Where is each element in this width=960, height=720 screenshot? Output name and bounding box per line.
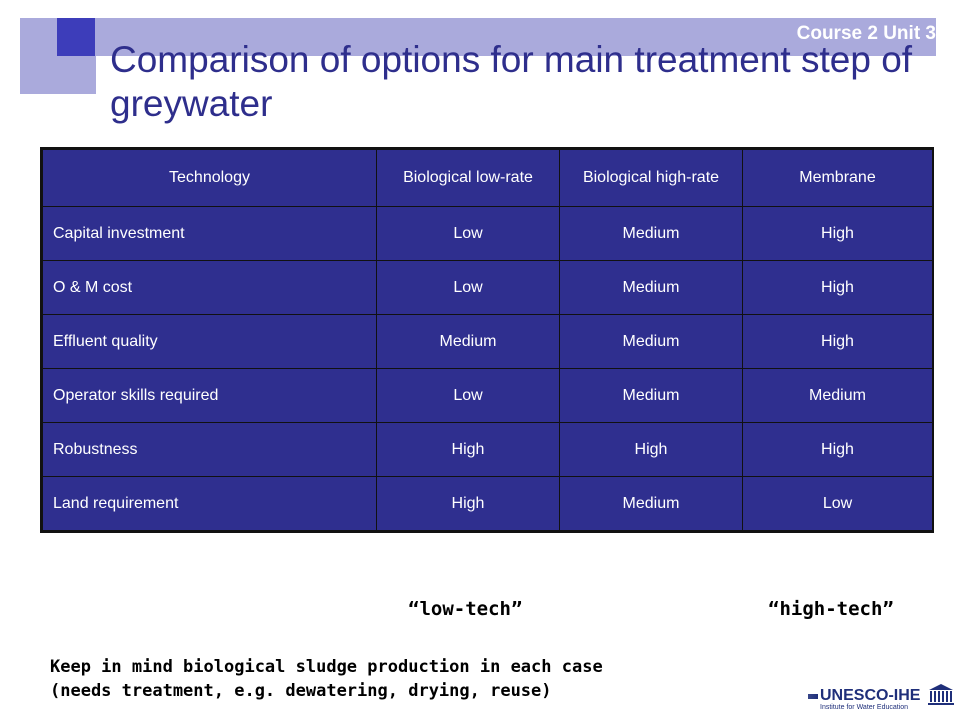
slide-title: Comparison of options for main treatment step of greywater [110, 39, 913, 124]
table-cell: High [743, 423, 933, 477]
column-header: Technology [43, 150, 377, 207]
table-cell: Medium [560, 207, 743, 261]
table-cell: Low [743, 477, 933, 531]
table-cell: Low [377, 369, 560, 423]
table-cell: High [743, 207, 933, 261]
footnote-line: Keep in mind biological sludge production in each case [50, 657, 603, 677]
column-header: Biological high-rate [560, 150, 743, 207]
table-cell: Medium [743, 369, 933, 423]
high-tech-label: “high-tech” [768, 598, 894, 620]
temple-icon [928, 684, 954, 705]
table-cell: Medium [560, 261, 743, 315]
course-label: Course 2 Unit 3 [796, 23, 936, 44]
table-row [43, 315, 933, 369]
table-cell: Low [377, 207, 560, 261]
unesco-ihe-logo [808, 678, 958, 718]
row-label: Operator skills required [43, 369, 377, 423]
table-cell: Medium [560, 477, 743, 531]
logo-subtitle: Institute for Water Education [820, 704, 909, 711]
table-row [43, 369, 933, 423]
table-row [43, 477, 933, 531]
table-cell: High [560, 423, 743, 477]
table-row [43, 423, 933, 477]
table-cell: Medium [560, 315, 743, 369]
table-cell: High [377, 477, 560, 531]
row-label: Capital investment [43, 207, 377, 261]
table-cell: High [743, 315, 933, 369]
logo-gradient-bar [808, 694, 818, 699]
column-header: Biological low-rate [377, 150, 560, 207]
table-row [43, 261, 933, 315]
table-cell: High [743, 261, 933, 315]
row-label: Land requirement [43, 477, 377, 531]
row-label: O & M cost [43, 261, 377, 315]
decorative-square-dark [57, 18, 95, 56]
table-cell: Low [377, 261, 560, 315]
footnote-line: (needs treatment, e.g. dewatering, drying, reuse) [50, 681, 552, 701]
table-cell: Medium [560, 369, 743, 423]
low-tech-label: “low-tech” [408, 598, 523, 620]
table-header-row [43, 150, 933, 207]
footnote [50, 655, 770, 703]
comparison-table [40, 147, 934, 533]
table-row [43, 207, 933, 261]
column-header: Membrane [743, 150, 933, 207]
table-cell: High [377, 423, 560, 477]
row-label: Effluent quality [43, 315, 377, 369]
row-label: Robustness [43, 423, 377, 477]
table-cell: Medium [377, 315, 560, 369]
logo-name: UNESCO-IHE [820, 687, 921, 704]
